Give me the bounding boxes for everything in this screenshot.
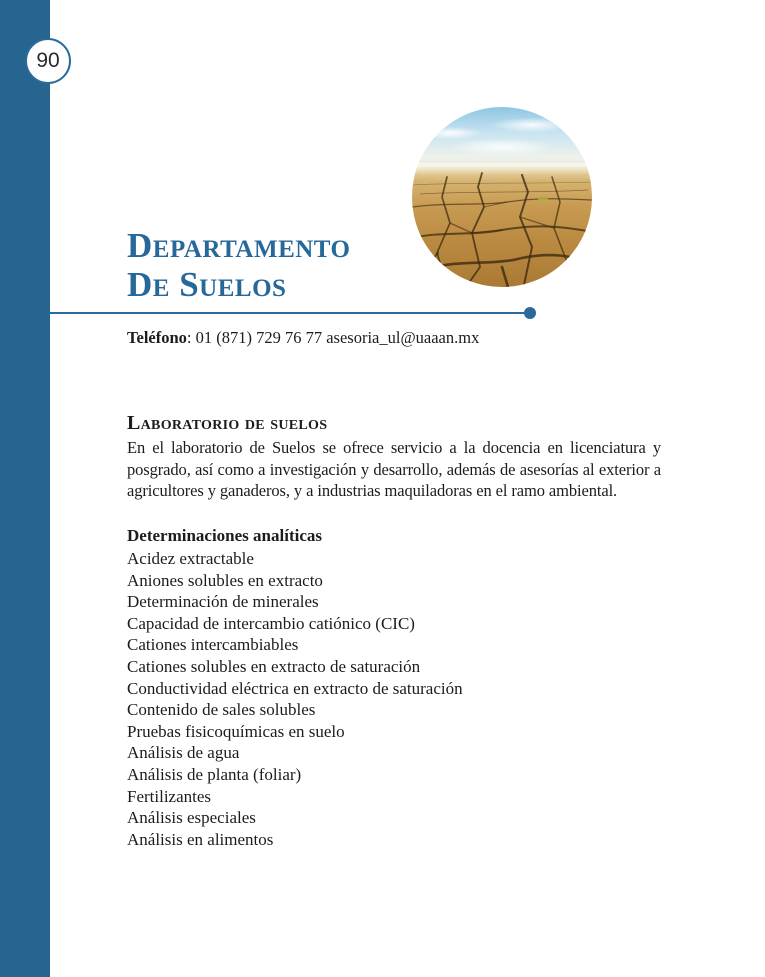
- list-item: Análisis de agua: [127, 743, 240, 763]
- title-line-1: Departamento: [127, 226, 351, 265]
- page-number-badge: [25, 38, 71, 84]
- list-item: Determinación de minerales: [127, 592, 319, 612]
- list-item: Conductividad eléctrica en extracto de saturación: [127, 678, 463, 698]
- page-title: [127, 226, 350, 304]
- lab-section-heading: Laboratorio de suelos: [127, 412, 328, 434]
- list-item: Cationes intercambiables: [127, 635, 299, 655]
- left-accent-bar: [0, 0, 50, 977]
- lab-section-body: En el laboratorio de Suelos se ofrece servicio a la docencia en licenciatura y posgrado, así como a investigación y desarrollo, además de asesorías al exterior a agricultores y ganaderos, y a industrias maquiladoras en el ramo ambiental.: [127, 438, 661, 500]
- cracked-dry-soil-photo: [412, 107, 592, 287]
- divider-line: [50, 312, 525, 314]
- lab-section: [127, 412, 661, 502]
- list-item: Acidez extractable: [127, 549, 254, 568]
- list-item: Fertilizantes: [127, 786, 212, 806]
- page-number: 90: [36, 49, 60, 72]
- determinations-section: [127, 525, 661, 850]
- determinations-heading: Determinaciones analíticas: [127, 526, 322, 545]
- list-item: Cationes solubles en extracto de saturación: [127, 656, 421, 676]
- list-item: Contenido de sales solubles: [127, 700, 316, 720]
- list-item: Análisis de planta (foliar): [127, 764, 302, 784]
- list-item: Capacidad de intercambio catiónico (CIC): [127, 613, 415, 633]
- phone-value: : 01 (871) 729 76 77 asesoria_ul@uaaan.mx: [186, 328, 480, 347]
- contact-line: [127, 328, 687, 348]
- list-item: Pruebas fisicoquímicas en suelo: [127, 721, 345, 741]
- determinations-list: [127, 548, 661, 850]
- photo-cracks-overlay: [412, 107, 592, 287]
- photo-plant-patch: [538, 197, 548, 202]
- list-item: Aniones solubles en extracto: [127, 570, 323, 590]
- divider-dot: [524, 307, 536, 319]
- list-item: Análisis en alimentos: [127, 829, 274, 849]
- title-line-2: De Suelos: [127, 265, 287, 304]
- list-item: Análisis especiales: [127, 808, 256, 828]
- phone-label: Teléfono: [127, 328, 187, 347]
